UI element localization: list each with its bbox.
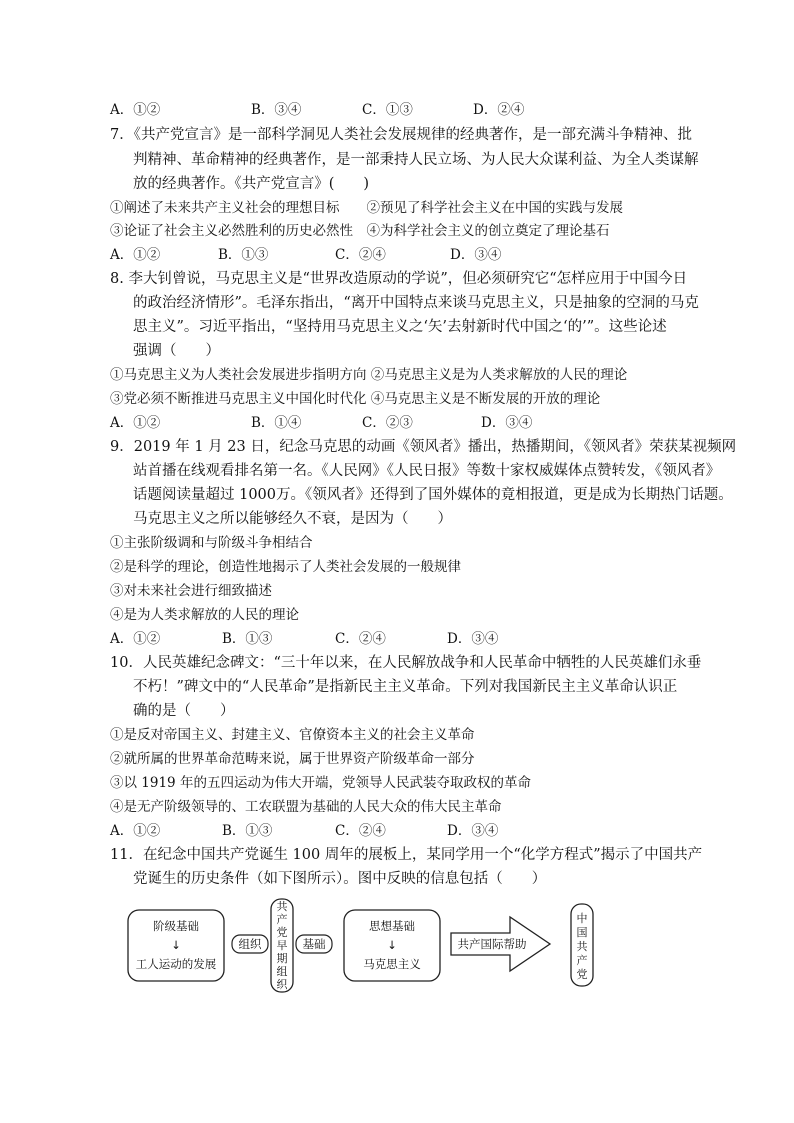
ideology-basis-label: 思想基础 — [369, 919, 415, 933]
q7-statement: ③论证了社会主义必然胜利的历史必然性 ④为科学社会主义的创立奠定了理论基石 — [110, 223, 610, 239]
q7-option-b: B．①③ — [218, 247, 269, 263]
workers-movement-label: 工人运动的发展 — [135, 957, 217, 971]
q7-stem-line: 判精神、革命精神的经典著作，是一部秉持人民立场、为人民大众谋利益、为全人类谋解 — [133, 152, 699, 168]
early-org-char: 组 — [276, 965, 288, 978]
q6-option-c: C．①③ — [362, 102, 413, 118]
q10-option-c: C．②④ — [335, 823, 386, 839]
early-org-char: 共 — [276, 900, 288, 913]
cpc-char: 党 — [576, 968, 588, 981]
q8-statement: ③党必须不断推进马克思主义中国化时代化 ④马克思主义是不断发展的开放的理论 — [110, 391, 601, 407]
q9-statement: ①主张阶级调和与阶级斗争相结合 — [110, 535, 313, 551]
q6-option-a: A．①② — [110, 102, 161, 118]
cpc-char: 国 — [576, 926, 588, 939]
q9-statement: ④是为人类求解放的人民的理论 — [110, 607, 299, 623]
q8-option-d: D．③④ — [481, 415, 533, 431]
q9-option-d: D．③④ — [447, 631, 499, 647]
q10-option-b: B．①③ — [222, 823, 273, 839]
q10-stem-line: 确的是（ ） — [133, 703, 235, 719]
q8-stem-line: 8. 李大钊曾说，马克思主义是“世界改造原动的学说”，但必须研究它“怎样应用于中国今日 — [110, 271, 688, 287]
q8-stem-line: 的政治经济情形”。毛泽东指出，“离开中国特点来谈马克思主义，只是抽象的空洞的马克 — [133, 295, 699, 311]
q8-option-a: A．①② — [110, 415, 161, 431]
q11-stem-line: 11．在纪念中国共产党诞生 100 周年的展板上，某同学用一个“化学方程式”揭示了中国共产 — [110, 847, 703, 863]
q8-statement: ①马克思主义为人类社会发展进步指明方向 ②马克思主义是为人类求解放的人民的理论 — [110, 367, 628, 383]
q8-stem-line: 思主义”。习近平指出，“坚持用马克思主义之‘矢’去射新时代中国之‘的’”。这些论述 — [133, 319, 667, 335]
q10-stem-line: 10．人民英雄纪念碑文：“三十年以来，在人民解放战争和人民革命中牺牲的人民英雄们永垂 — [110, 655, 702, 671]
q10-statement: ②就所属的世界革命范畴来说，属于世界资产阶级革命一部分 — [110, 751, 475, 767]
q9-stem-line: 9．2019 年 1 月 23 日，纪念马克思的动画《领风者》播出，热播期间，《领风者》荣获某视频网 — [110, 439, 737, 455]
q10-stem-line: 不朽！”碑文中的“人民革命”是指新民主主义革命。下列对我国新民主主义革命认识正 — [133, 679, 678, 695]
early-org-char: 产 — [276, 913, 288, 926]
q10-option-d: D．③④ — [447, 823, 499, 839]
q9-option-c: C．②④ — [335, 631, 386, 647]
q9-option-b: B．①③ — [222, 631, 273, 647]
q7-option-d: D．③④ — [450, 247, 502, 263]
q9-statement: ③对未来社会进行细致描述 — [110, 583, 272, 599]
q11-stem-line: 党诞生的历史条件（如下图所示）。图中反映的信息包括（ ） — [133, 871, 547, 887]
q10-option-a: A．①② — [110, 823, 161, 839]
class-basis-label: 阶级基础 — [153, 919, 199, 933]
q10-statement: ③以 1919 年的五四运动为伟大开端，党领导人民武装夺取政权的革命 — [110, 775, 531, 791]
early-org-char: 党 — [276, 926, 288, 939]
q9-statement: ②是科学的理论，创造性地揭示了人类社会发展的一般规律 — [110, 559, 461, 575]
q7-stem-line: 放的经典著作。《共产党宣言》( ) — [133, 176, 370, 192]
marxism-label: 马克思主义 — [363, 957, 421, 971]
q9-option-a: A．①② — [110, 631, 161, 647]
q6-option-b: B．③④ — [251, 102, 302, 118]
early-org-char: 期 — [276, 952, 288, 965]
q9-stem-line: 话题阅读量超过 1000万。《领风者》还得到了国外媒体的竟相报道，更是成为长期热门话题。 — [133, 487, 733, 503]
q10-statement: ④是无产阶级领导的、工农联盟为基础的人民大众的伟大民主革命 — [110, 799, 502, 815]
basis-label: 基础 — [302, 937, 326, 951]
q6-option-d: D．②④ — [473, 102, 525, 118]
q8-stem-line: 强调（ ） — [133, 343, 220, 359]
cpc-formation-diagram — [120, 896, 620, 996]
organization-label: 组织 — [238, 937, 262, 951]
cpc-char: 产 — [576, 954, 588, 967]
down-arrow-icon: ↓ — [387, 938, 397, 952]
down-arrow-icon: ↓ — [171, 938, 181, 952]
q7-option-c: C．②④ — [335, 247, 386, 263]
q7-option-a: A．①② — [110, 247, 161, 263]
q9-stem-line: 马克思主义之所以能够经久不衰，是因为（ ） — [133, 511, 452, 527]
early-org-char: 织 — [276, 978, 288, 991]
comintern-help-label: 共产国际帮助 — [457, 937, 527, 951]
q8-option-b: B．①④ — [251, 415, 302, 431]
cpc-char: 共 — [576, 940, 588, 953]
q8-option-c: C．②③ — [362, 415, 413, 431]
early-org-char: 早 — [276, 939, 288, 952]
q9-stem-line: 站首播在线观看排名第一名。《人民网》《人民日报》等数十家权威媒体点赞转发，《领风者》 — [133, 463, 721, 479]
q7-stem-line: 7．《共产党宣言》是一部科学洞见人类社会发展规律的经典著作，是一部充满斗争精神、批 — [110, 127, 692, 143]
q10-statement: ①是反对帝国主义、封建主义、官僚资本主义的社会主义革命 — [110, 727, 475, 743]
q7-statement: ①阐述了未来共产主义社会的理想目标 ②预见了科学社会主义在中国的实践与发展 — [110, 200, 623, 216]
cpc-char: 中 — [576, 912, 588, 925]
